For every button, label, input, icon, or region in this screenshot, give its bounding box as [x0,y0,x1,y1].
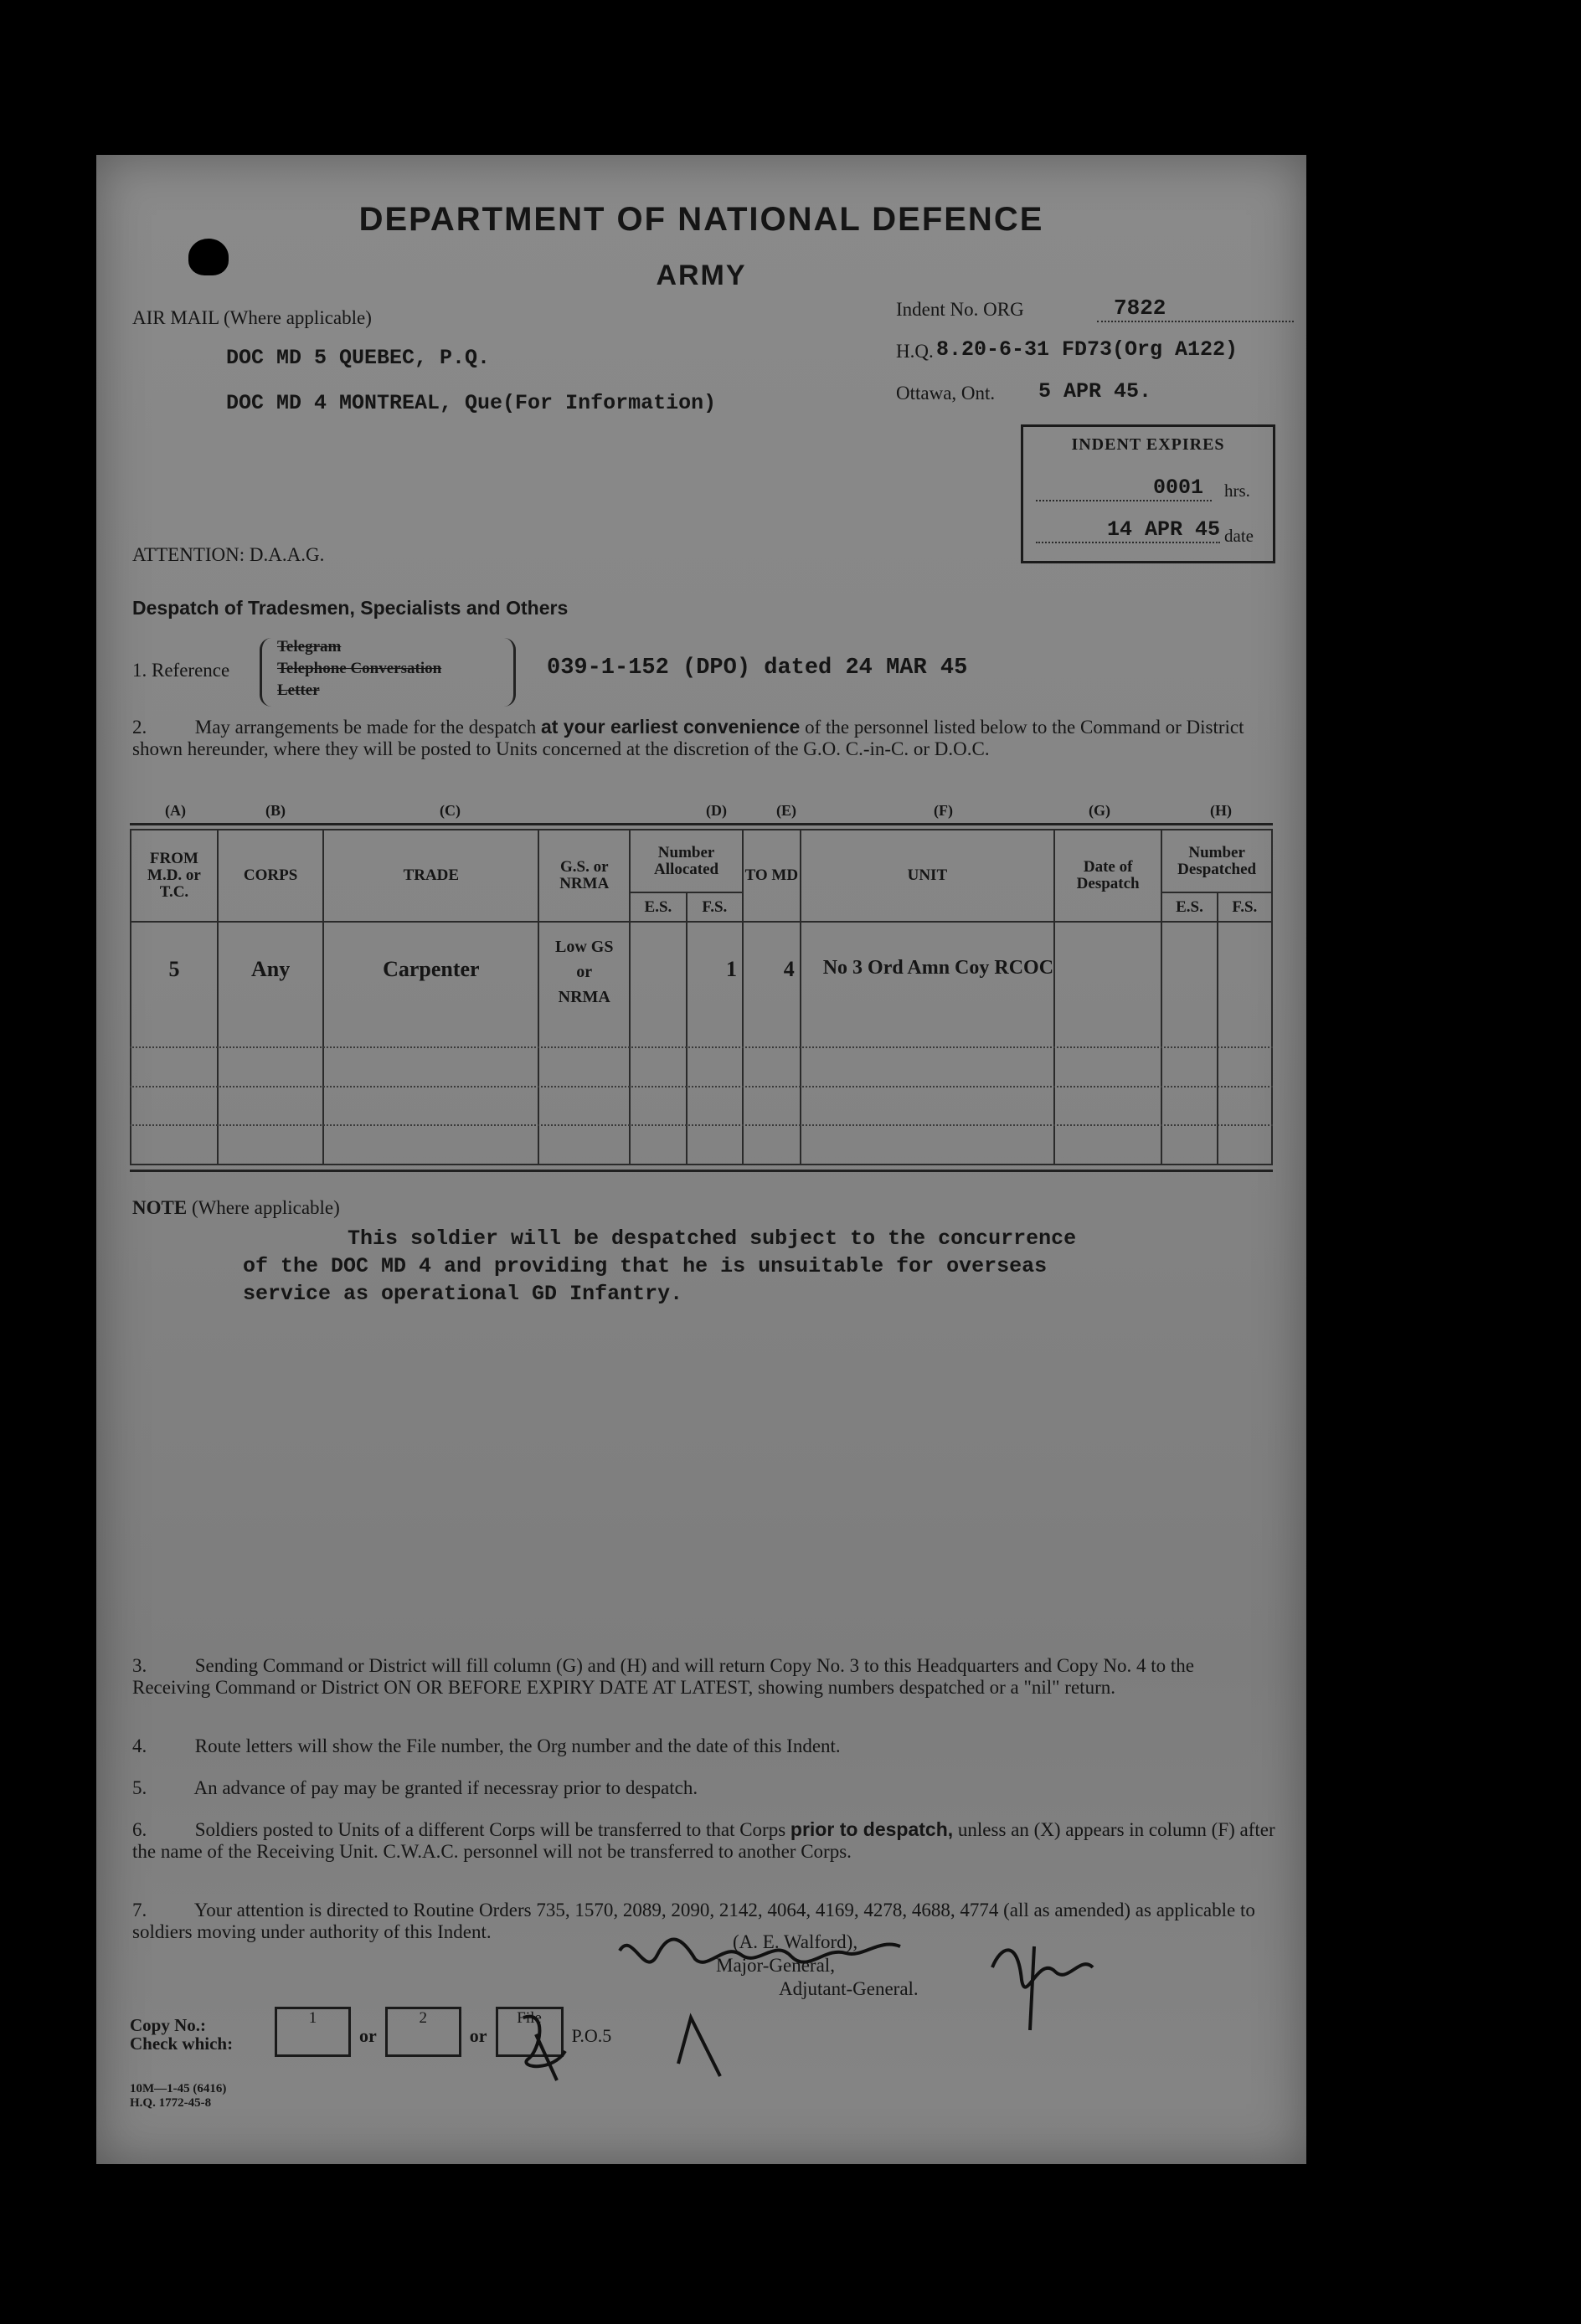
signatory-name: (A. E. Walford), [733,1931,858,1952]
hq-value: 8.20-6-31 FD73(Org A122) [936,337,1239,362]
personnel-table [130,829,1273,1165]
note-label-line [132,1197,340,1219]
copy-box-2[interactable]: 2 [385,2007,461,2057]
header-despatched-fs: F.S. [1218,892,1272,922]
p6-emphasis: prior to despatch, [790,1818,954,1840]
cell-to-md: 4 [743,922,801,1165]
instruction-4 [132,1735,1275,1757]
col-letter-d: (D) [706,802,727,819]
department-title: DEPARTMENT OF NATIONAL DEFENCE [358,201,1044,238]
ref-option-telephone: Telephone Conversation [277,660,442,677]
reference-value: 039-1-152 (DPO) dated 24 MAR 45 [547,656,968,681]
file-scribble [507,2001,582,2093]
address-line-2: DOC MD 4 MONTREAL, Que(For Information) [226,391,717,415]
cell-from: 5 [131,922,218,1165]
header-number-despatched: Number Despatched [1161,830,1272,892]
row-rule [130,1124,1273,1126]
address-line-1: DOC MD 5 QUEBEC, P.Q. [226,346,491,370]
cell-gs-nrma [538,922,630,1165]
expires-date-unit: date [1224,526,1254,546]
cell-allocated-es [630,922,687,1165]
header-unit: UNIT [801,830,1054,922]
paragraph-2 [132,716,1275,760]
signatory-title: Adjutant-General. [779,1978,919,1999]
header-corps: CORPS [218,830,323,922]
header-trade: TRADE [323,830,538,922]
header-from: FROM M.D. or T.C. [131,830,218,922]
table-top-rule [130,823,1273,825]
ref-option-letter: Letter [277,681,320,699]
cell-trade: Carpenter [323,922,538,1165]
ottawa-label: Ottawa, Ont. [896,383,996,404]
cell-despatched-es [1161,922,1217,1165]
p6-number: 6. [132,1819,147,1840]
indent-expires-box [1021,424,1275,563]
note-line-3: service as operational GD Infantry. [243,1282,683,1306]
header-despatched-es: E.S. [1161,892,1217,922]
form-codes [130,2082,226,2111]
col-letter-h: (H) [1210,802,1232,819]
para2-text-b: of the personnel listed below to the Command or District shown hereunder, where they will be posted to Units concerned at the discretion of the G.O. C.-in-C. or D.O.C. [132,717,1244,759]
indent-no-value: 7822 [1097,296,1294,322]
p5-number: 5. [132,1777,147,1798]
p6-text-a: Soldiers posted to Units of a different Corps will be transferred to that Corps [194,1819,786,1840]
or-label-1: or [359,2025,377,2046]
p4-number: 4. [132,1735,147,1756]
expires-title: INDENT EXPIRES [1071,435,1225,454]
ref-option-telegram: Telegram [277,638,342,656]
form-code-2: H.Q. 1772-45-8 [130,2096,212,2110]
header-gs-nrma: G.S. or NRMA [538,830,630,922]
table-row [131,922,1272,1165]
para2-text-a: May arrangements be made for the despatch [194,717,537,738]
header-allocated-fs: F.S. [687,892,743,922]
column-letters [130,802,1273,822]
p3-text: Sending Command or District will fill column (G) and (H) and will return Copy No. 3 to this Headquarters and Copy No. 4 to the Receiving Command or District ON OR BEFORE EXPIRY DATE AT LATEST, showing numbers despatched or a "nil" return. [132,1655,1195,1698]
p7-text: Your attention is directed to Routine Orders 735, 1570, 2089, 2090, 2142, 4064, 4169, 4278, 4688, 4774 (all as amended) as applicable to soldiers moving under authority of this Indent. [132,1900,1255,1942]
reference-options-bracket [260,638,516,707]
cell-gs-line1: Low GS [555,938,614,956]
note-label-suffix: (Where applicable) [191,1197,340,1218]
col-letter-f: (F) [934,802,953,819]
instruction-5 [132,1777,1275,1799]
col-letter-a: (A) [165,802,186,819]
copy-no-label: Copy No.: [130,2015,207,2035]
col-letter-g: (G) [1089,802,1110,819]
cell-gs-line3: NRMA [558,988,610,1006]
expires-time-unit: hrs. [1224,481,1250,501]
hq-label: H.Q. [896,341,934,362]
instruction-3 [132,1655,1275,1699]
row-rule [130,1086,1273,1087]
reference-label: 1. Reference [132,660,230,681]
form-code-1: 10M—1-45 (6416) [130,2082,227,2095]
note-line-1: This soldier will be despatched subject to the concurrence [348,1226,1077,1251]
ottawa-date: 5 APR 45. [1038,379,1152,404]
header-allocated-es: E.S. [630,892,687,922]
p6-text-b: unless an (X) appears in column (F) after the name of the Receiving Unit. C.W.A.C. personnel will not be transferred to another Corps. [132,1819,1275,1862]
p7-number: 7. [132,1900,147,1920]
check-which-label: Check which: [130,2034,234,2054]
p3-number: 3. [132,1655,147,1676]
table-bottom-rule [130,1170,1273,1172]
copy-box-1[interactable]: 1 [275,2007,351,2057]
expires-date: 14 APR 45 [1036,517,1220,543]
expires-time: 0001 [1036,476,1212,501]
signatory-rank: Major-General, [716,1955,835,1976]
or-label-2: or [469,2025,487,2046]
col-letter-c: (C) [440,802,461,819]
header-date-of-despatch: Date of Despatch [1054,830,1161,922]
copy-box-file[interactable]: File [496,2007,564,2057]
row-rule [130,1046,1273,1048]
cell-gs-line2: or [576,963,593,981]
p5-text: An advance of pay may be granted if necessray prior to despatch. [193,1777,698,1798]
handwritten-signature [599,1921,1118,2089]
copy-check-labels [130,2016,233,2053]
air-mail-label: AIR MAIL (Where applicable) [132,307,372,328]
col-letter-e: (E) [776,802,796,819]
header-number-allocated: Number Allocated [630,830,743,892]
cell-despatched-fs [1218,922,1272,1165]
section-title: Despatch of Tradesmen, Specialists and Others [132,597,569,619]
para2-number: 2. [132,717,147,738]
note-label: NOTE [132,1197,188,1218]
p4-text: Route letters will show the File number, the Org number and the date of this Indent. [194,1735,841,1756]
col-letter-b: (B) [265,802,286,819]
indent-no-label: Indent No. ORG [896,299,1024,320]
instruction-6 [132,1818,1275,1863]
cell-corps: Any [218,922,323,1165]
cell-unit: No 3 Ord Amn Coy RCOC [801,922,1054,1165]
note-line-2: of the DOC MD 4 and providing that he is unsuitable for overseas [243,1254,1048,1278]
cell-date [1054,922,1161,1165]
po-label: P.O.5 [571,2025,612,2046]
service-title: ARMY [656,260,747,291]
header-to-md: TO MD [743,830,801,922]
cell-allocated-fs: 1 [687,922,743,1165]
para2-emphasis: at your earliest convenience [540,716,801,738]
attention-line: ATTENTION: D.A.A.G. [132,544,325,565]
indent-form [96,155,1306,2164]
